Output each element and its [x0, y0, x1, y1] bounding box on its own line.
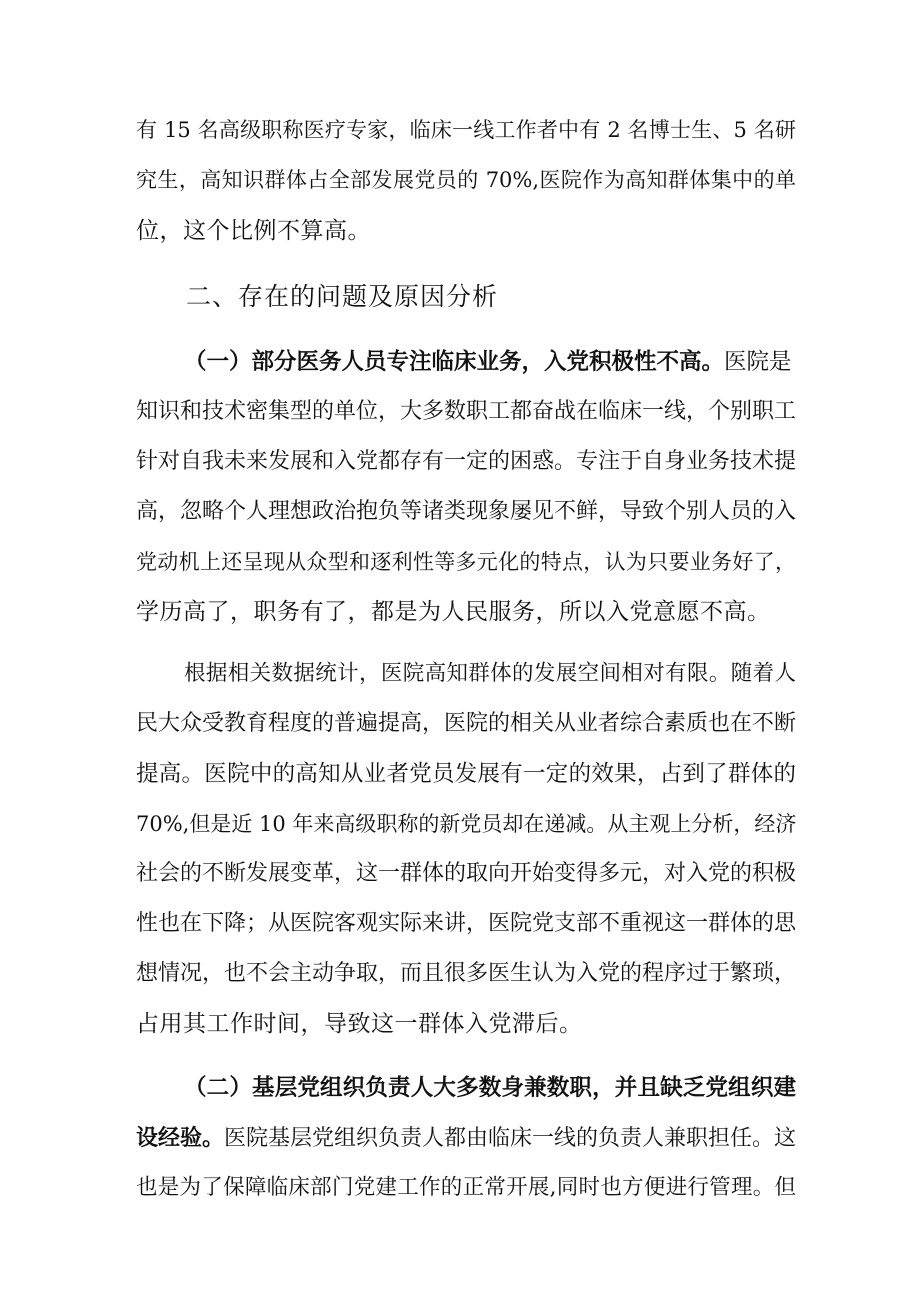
intro-line-1: 有 15 名高级职称医疗专家，临床一线工作者中有 2 名博士生、5 名研 — [136, 118, 796, 142]
sub2-line-rest: 医院基层党组织负责人都由临床一线的负责人兼职担任。这 — [224, 1126, 797, 1151]
para2-line: 70%,但是近 10 年来高级职称的新党员却在递减。从主观上分析，经济 — [136, 812, 797, 836]
section-heading: 二、存在的问题及原因分析 — [186, 282, 499, 311]
sub1-line: 针对自我未来发展和入党都存有一定的困惑。专注于自身业务技术提 — [136, 449, 797, 474]
para2-line: 社会的不断发展变革，这一群体的取向开始变得多元，对入党的积极 — [136, 861, 797, 886]
intro-line-3: 位，这个比例不算高。 — [136, 218, 371, 244]
para2-line: 提高。医院中的高知从业者党员发展有一定的效果，占到了群体的 — [136, 761, 796, 787]
sub1-first-line — [184, 347, 796, 377]
intro-line-2: 究生，高知识群体占全部发展党员的 70%,医院作为高知群体集中的单 — [136, 168, 796, 192]
sub1-line: 知识和技术密集型的单位，大多数职工都奋战在临床一线，个别职工 — [136, 399, 797, 424]
para2-line: 根据相关数据统计，医院高知群体的发展空间相对有限。随着人 — [184, 661, 796, 686]
sub1-first-line-rest: 医院是 — [724, 349, 792, 375]
para2-line: 想情况，也不会主动争取，而且很多医生认为入党的程序过于繁琐， — [136, 961, 797, 986]
sub2-second-line — [136, 1123, 796, 1154]
sub2-title-line-1: （二）基层党组织负责人大多数身兼数职，并且缺乏党组织建 — [184, 1075, 796, 1101]
sub1-title: （一）部分医务人员专注临床业务，入党积极性不高。 — [184, 349, 725, 375]
para2-line: 民大众受教育程度的普遍提高，医院的相关从业者综合素质也在不断 — [136, 711, 797, 736]
sub2-line: 也是为了保障临床部门党建工作的正常开展,同时也方便进行管理。但 — [136, 1175, 796, 1200]
sub1-line: 高，忽略个人理想政治抱负等诸类现象屡见不鲜，导致个别人员的入 — [136, 499, 797, 524]
para2-line: 性也在下降；从医院客观实际来讲，医院党支部不重视这一群体的思 — [136, 911, 797, 936]
sub1-line: 学历高了，职务有了，都是为人民服务，所以入党意愿不高。 — [136, 599, 771, 625]
sub2-title-line-2: 设经验。 — [136, 1125, 225, 1151]
para2-line: 占用其工作时间，导致这一群体入党滞后。 — [136, 1011, 583, 1037]
sub1-line: 党动机上还呈现从众型和逐利性等多元化的特点，认为只要业务好了， — [136, 550, 796, 574]
